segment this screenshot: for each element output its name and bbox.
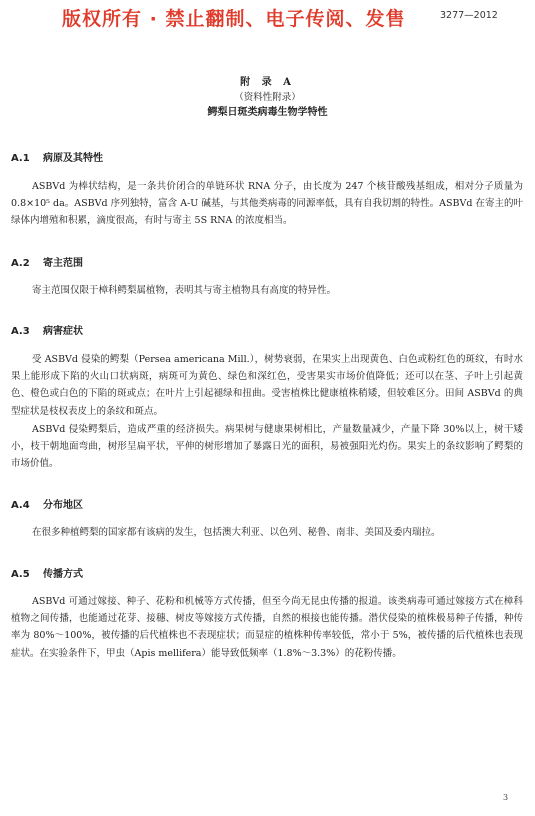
section-number: A.1	[11, 153, 30, 164]
section-title: 病原及其特性	[43, 153, 103, 164]
section-title: 寄主范围	[43, 258, 83, 269]
section-a5-paragraph: ASBVd 可通过嫁接、种子、花粉和机械等方式传播，但至今尚无昆虫传播的报道。该类病毒可通过嫁接方式在樟科植物之间传播，也能通过花芽、接穗、树皮等嫁接方式传播，自然的根接也能传播。潜伏侵染的植株极易种子传播，种传率为 80%～100%，被传播的后代植株也不表现症状；而显症的植株种传率较低，常小于 5%，被传播的后代植株也表现症状。在实验条件下，甲虫（Apis mellifera）能导致低频率（1.8%～3.3%）的花粉传播。	[11, 596, 523, 659]
page-number: 3	[503, 793, 509, 802]
section-title: 传播方式	[43, 569, 83, 580]
appendix-note: （资料性附录）	[234, 92, 301, 103]
section-title: 分布地区	[43, 500, 83, 511]
copyright-watermark: 版权所有 · 禁止翻制、电子传阅、发售	[62, 8, 406, 30]
section-a2-heading	[11, 254, 83, 269]
appendix-title: 附 录 A	[240, 77, 295, 88]
section-a4-paragraph: 在很多种植鳄梨的国家都有该病的发生，包括澳大利亚、以色列、秘鲁、南非、美国及委内瑞拉。	[32, 527, 441, 538]
standard-number: 3277—2012	[440, 10, 498, 21]
section-a3-heading	[11, 322, 83, 337]
section-a2-paragraph: 寄主范围仅限于樟科鳄梨属植物，表明其与寄主植物具有高度的特异性。	[32, 285, 337, 296]
section-a5-heading	[11, 565, 83, 580]
section-a1-heading	[11, 149, 103, 164]
section-a4-heading	[11, 496, 83, 511]
section-number: A.3	[11, 326, 30, 337]
appendix-name: 鳄梨日斑类病毒生物学特性	[207, 107, 328, 118]
section-number: A.5	[11, 569, 30, 580]
section-a3-paragraph-2: ASBVd 侵染鳄梨后，造成严重的经济损失。病果树与健康果树相比，产量数量减少，产量下降 30%以上，树干矮小，枝干朝地面弯曲，树形呈扁平状，平伸的树形增加了暴露日光的面积，易被强阳光灼伤。果实上的条纹影响了鳄梨的市场价值。	[11, 424, 523, 470]
section-number: A.4	[11, 500, 30, 511]
section-a3-paragraph-1: 受 ASBVd 侵染的鳄梨（Persea americana Mill.），树势衰弱，在果实上出现黄色、白色或粉红色的斑纹，有时水果上能形成下陷的火山口状病斑，病斑可为黄色、绿色和深红色，受害果实市场价值降低；还可以在茎、子叶上引起黄色、橙色或白色的下陷的斑或点；在叶片上引起褪绿和扭曲。受害植株比健康植株稍矮，但较难区分。田间 ASBVd 的典型症状是枝权表皮上的条纹和斑点。	[11, 354, 523, 417]
section-title: 病害症状	[43, 326, 83, 337]
section-a1-paragraph: ASBVd 为棒状结构，是一条共价闭合的单链环状 RNA 分子，由长度为 247 个核苷酸残基组成，相对分子质量为 0.8×10⁵ da。ASBVd 序列独特，富含 A-U 碱基，与其他类病毒的同源率低，具有自我切割的特性。ASBVd 在寄主的叶绿体内增殖和积累，滴度很高，有时与寄主 5S RNA 的浓度相当。	[11, 181, 523, 227]
section-number: A.2	[11, 258, 30, 269]
